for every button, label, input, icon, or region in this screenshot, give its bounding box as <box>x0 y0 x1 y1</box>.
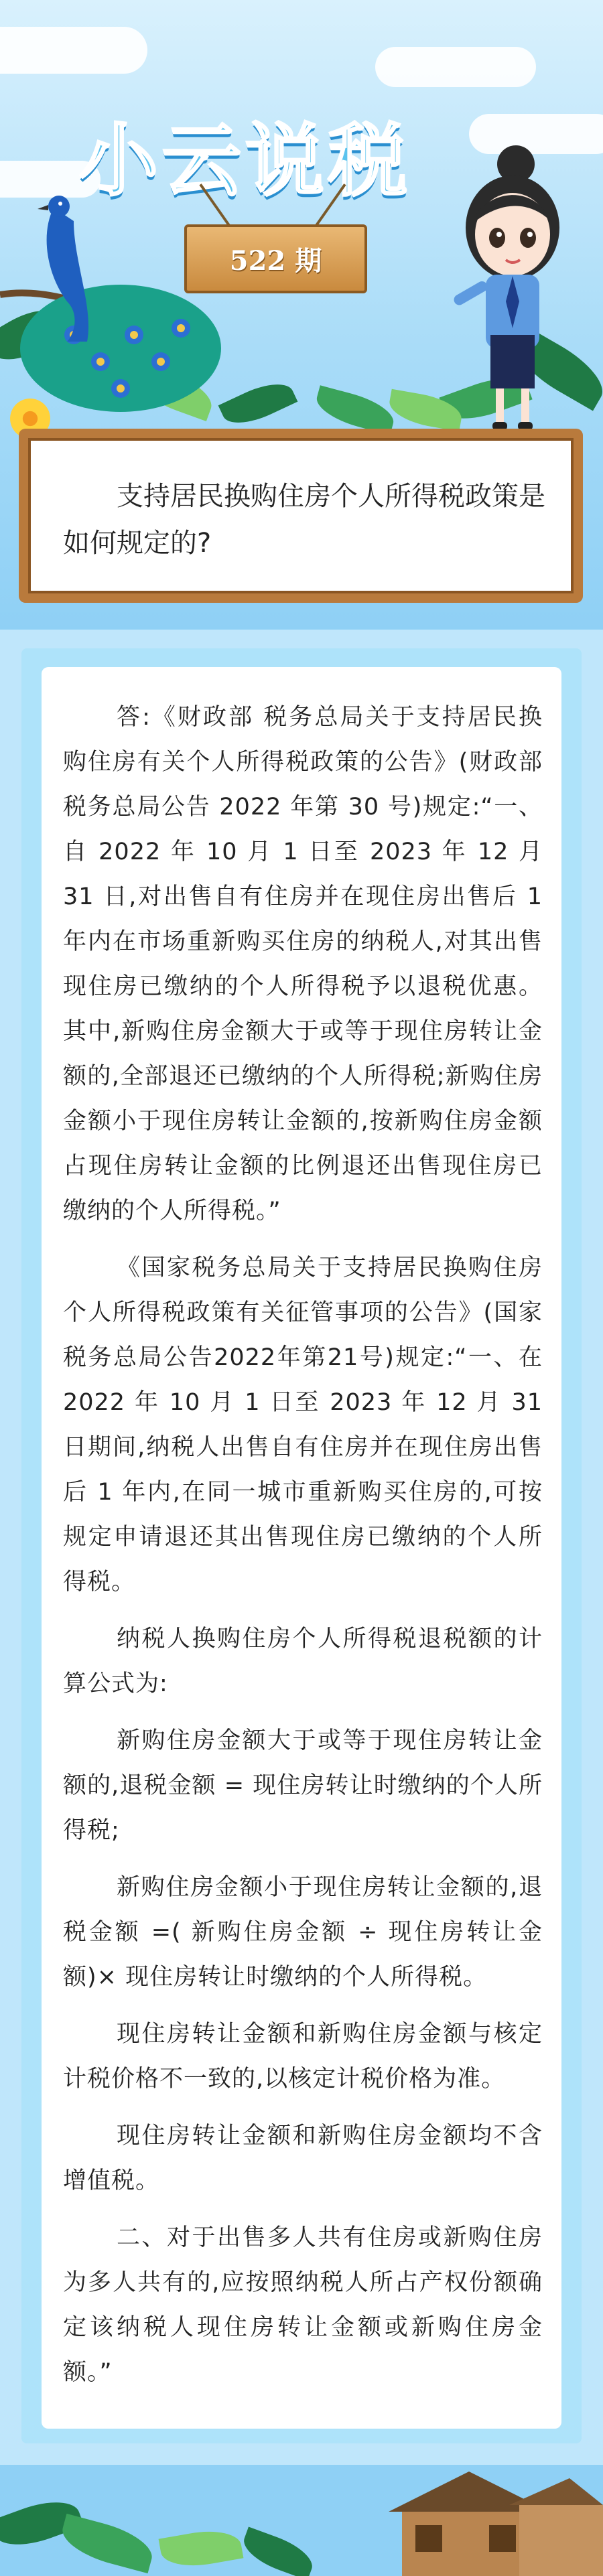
peacock-illustration <box>0 181 221 422</box>
leaf-decoration <box>159 2525 244 2572</box>
question-text: 支持居民换购住房个人所得税政策是如何规定的? <box>63 481 545 559</box>
footer-illustration <box>0 2465 603 2576</box>
leaf-decoration <box>57 2514 157 2573</box>
leaf-decoration <box>218 374 298 433</box>
cloud <box>375 47 536 87</box>
answer-paragraph: 现住房转让金额和新购住房金额与核定计税价格不一致的,以核定计税价格为准。 <box>63 2021 543 2092</box>
answer-paragraph: 《国家税务总局关于支持居民换购住房个人所得税政策有关征管事项的公告》(国家税务总局公告2022年第21号)规定:“一、在 2022 年 10 月 1 日至 2023 年 12 月 31 日期间,纳税人出售自有住房并在现住房出售后 1 年内,在同一城市重新购买住房的,可按规定申请退还其出售现住房已缴纳的个人所得税。 <box>63 1255 543 1595</box>
hut-illustration <box>375 2465 603 2576</box>
cloud <box>0 27 147 74</box>
answer-paragraph: 答:《财政部 税务总局关于支持居民换购住房有关个人所得税政策的公告》(财政部 税务总局公告 2022 年第 30 号)规定:“一、自 2022 年 10 月 1 日至 2023 年 12 月 31 日,对出售自有住房并在现住房出售后 1 年内在市场重新购买住房的纳税人,对其出售现住房已缴纳的个人所得税予以退税优惠。其中,新购住房金额大于或等于现住房转让金额的,全部退还已缴纳的个人所得税;新购住房金额小于现住房转让金额的,按新购住房金额占现住房转让金额的比例退还出售现住房已缴纳的个人所得税。” <box>63 704 543 1224</box>
issue-sign <box>184 224 367 293</box>
answer-paragraph: 现住房转让金额和新购住房金额均不含增值税。 <box>63 2123 543 2194</box>
answer-body <box>63 695 543 2407</box>
answer-paragraph: 二、对于出售多人共有住房或新购住房为多人共有的,应按照纳税人所占产权份额确定该纳税人现住房转让金额或新购住房金额。” <box>63 2224 543 2386</box>
answer-paragraph: 新购住房金额大于或等于现住房转让金额的,退税金额 = 现住房转让时缴纳的个人所得税; <box>63 1727 543 1844</box>
tax-officer-character <box>436 134 590 435</box>
issue-number: 522 期 <box>229 245 322 277</box>
header-illustration <box>0 0 603 630</box>
page-title: 小云说税 <box>79 115 412 207</box>
answer-paragraph: 新购住房金额小于现住房转让金额的,退税金额 =( 新购住房金额 ÷ 现住房转让金额)× 现住房转让时缴纳的个人所得税。 <box>63 1874 543 1991</box>
leaf-decoration <box>312 385 398 435</box>
answer-paragraph: 纳税人换购住房个人所得税退税额的计算公式为: <box>63 1626 543 1697</box>
leaf-decoration <box>239 2527 318 2576</box>
question-box <box>19 429 583 603</box>
